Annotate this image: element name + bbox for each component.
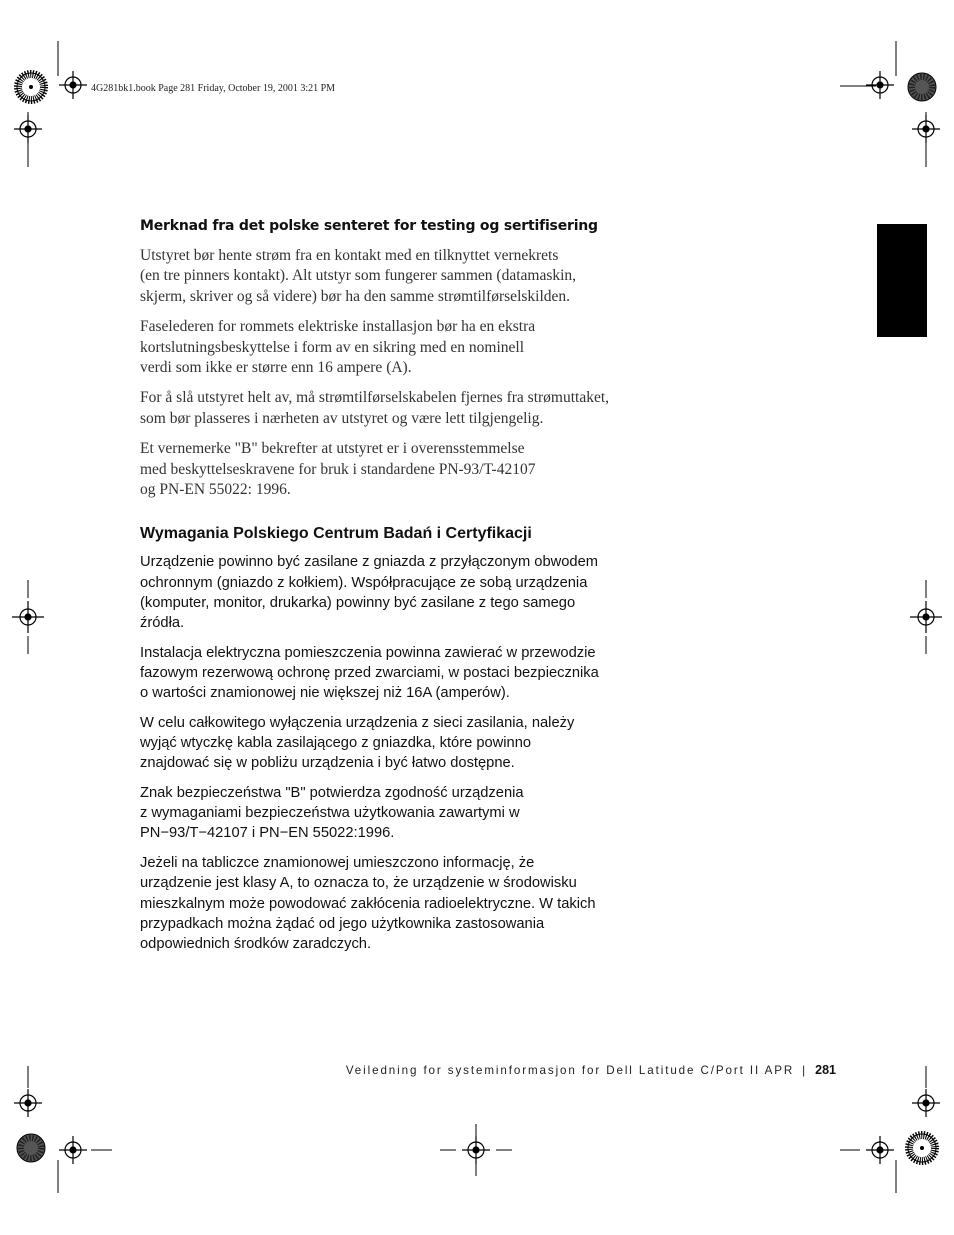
page-footer xyxy=(346,1063,836,1077)
polish-paragraph-1 xyxy=(140,552,640,633)
text-line: verdi som ikke er større enn 16 ampere (A). xyxy=(140,359,412,377)
text-line: z wymaganiami bezpieczeństwa użytkowania zawartymi w xyxy=(140,805,520,822)
norwegian-paragraph-1 xyxy=(140,246,640,307)
text-line: (komputer, monitor, drukarka) powinny być zasilane z tego samego xyxy=(140,594,576,611)
text-line: som bør plasseres i nærheten av utstyret og være lett tilgjengelig. xyxy=(140,409,544,427)
polish-paragraph-4 xyxy=(140,783,640,844)
text-line: znajdować się w pobliżu urządzenia i być łatwo dostępne. xyxy=(140,755,515,772)
text-line: Urządzenie powinno być zasilane z gniazda z przyłączonym obwodem xyxy=(140,554,598,571)
text-line: PN−93/T−42107 i PN−EN 55022:1996. xyxy=(140,825,395,842)
text-line: odpowiednich środków zaradczych. xyxy=(140,935,372,952)
text-line: For å slå utstyret helt av, må strømtilførselskabelen fjernes fra strømuttaket, xyxy=(140,389,610,407)
text-line: o wartości znamionowej nie większej niż 16A (amperów). xyxy=(140,685,510,702)
norwegian-heading: Merknad fra det polske senteret for testing og sertifisering xyxy=(140,218,598,234)
text-line: W celu całkowitego wyłączenia urządzenia z sieci zasilania, należy xyxy=(140,714,575,731)
text-line: og PN-EN 55022: 1996. xyxy=(140,481,291,499)
text-line: ochronnym (gniazdo z kołkiem). Współpracujące ze sobą urządzenia xyxy=(140,574,588,591)
text-line: przypadkach można żądać od jego użytkownika zastosowania xyxy=(140,915,545,932)
norwegian-paragraph-2 xyxy=(140,317,640,378)
text-line: Faselederen for rommets elektriske installasjon bør ha en ekstra xyxy=(140,318,536,336)
text-line: Utstyret bør hente strøm fra en kontakt med en tilknyttet vernekrets xyxy=(140,247,559,264)
text-line: mieszkalnym może powodować zakłócenia radioelektryczne. W takich xyxy=(140,895,596,912)
footer-separator: | xyxy=(802,1064,806,1077)
text-line: skjerm, skriver og så videre) bør ha den samme strømtilførselskilden. xyxy=(140,287,571,305)
page-content xyxy=(140,218,640,964)
text-line: źródła. xyxy=(140,615,185,632)
text-line: wyjąć wtyczkę kabla zasilającego z gniazdka, które powinno xyxy=(140,735,532,752)
text-line: urządzenie jest klasy A, to oznacza to, że urządzenie w środowisku xyxy=(140,875,577,892)
norwegian-paragraph-3 xyxy=(140,388,640,429)
text-line: Jeżeli na tabliczce znamionowej umieszczono informację, że xyxy=(140,855,535,872)
text-line: med beskyttelseskravene for bruk i standardene PN-93/T-42107 xyxy=(140,460,536,478)
footer-title: Veiledning for systeminformasjon for Dell Latitude C/Port II APR xyxy=(345,1064,795,1077)
norwegian-paragraph-4 xyxy=(140,439,640,500)
polish-heading: Wymagania Polskiego Centrum Badań i Certyfikacji xyxy=(140,525,532,543)
text-line: Znak bezpieczeństwa "B" potwierdza zgodność urządzenia xyxy=(140,785,524,801)
text-line: (en tre pinners kontakt). Alt utstyr som fungerer sammen (datamaskin, xyxy=(140,267,577,285)
polish-paragraph-2 xyxy=(140,643,640,704)
text-line: fazowym rezerwową ochronę przed zwarciami, w postaci bezpiecznika xyxy=(140,664,599,681)
print-slug: 4G281bk1.book Page 281 Friday, October 19, 2001 3:21 PM xyxy=(91,83,336,94)
polish-paragraph-3 xyxy=(140,713,640,774)
page-number: 281 xyxy=(815,1063,836,1077)
text-line: Instalacja elektryczna pomieszczenia powinna zawierać w przewodzie xyxy=(140,644,596,661)
section-tab-block xyxy=(877,224,927,337)
text-line: Et vernemerke "B" bekrefter at utstyret er i overensstemmelse xyxy=(140,440,525,458)
text-line: kortslutningsbeskyttelse i form av en sikring med en nominell xyxy=(140,338,524,356)
polish-paragraph-5 xyxy=(140,853,640,954)
